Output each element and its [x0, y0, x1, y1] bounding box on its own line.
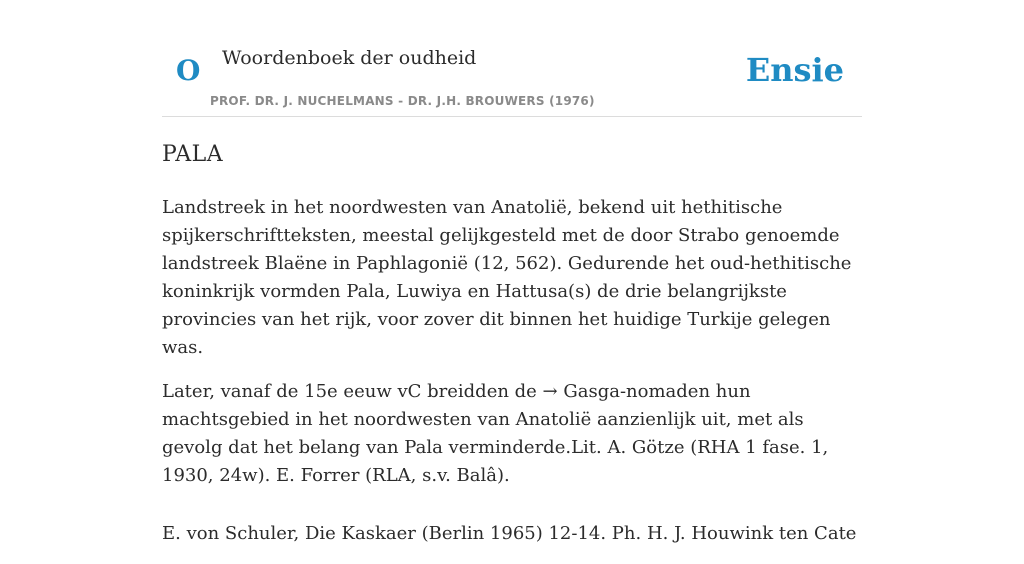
entry-literature: E. von Schuler, Die Kaskaer (Berlin 1965) 12-14. Ph. H. J. Houwink ten Cate [162, 523, 857, 544]
book-header [162, 36, 862, 117]
book-authors: PROF. DR. J. NUCHELMANS - DR. J.H. BROUWERS (1976) [210, 94, 595, 108]
ensie-logo-link[interactable]: Ensie [745, 51, 844, 89]
entry-paragraph-2: Later, vanaf de 15e eeuw vC breidden de → Gasga-nomaden hun machtsgebied in het noordwesten van Anatolië aanzienlijk uit, met als gevolg dat het belang van Pala verminderde.Lit. A. Götze (RHA 1 fase. 1, 1930, 24w). E. Forrer (RLA, s.v. Balâ). [162, 381, 829, 486]
entry-paragraph-1: Landstreek in het noordwesten van Anatolië, bekend uit hethitische spijkerschriftteksten, meestal gelijkgesteld met de door Strabo genoemde landstreek Blaëne in Paphlagonië (12, 562). Gedurende het oud-hethitische koninkrijk vormden Pala, Luwiya en Hattusa(s) de drie belangrijkste provincies van het rijk, voor zover dit binnen het huidige Turkije gelegen was. [162, 197, 852, 358]
entry-title: PALA [162, 142, 224, 167]
book-letter-icon: O [176, 54, 201, 87]
entry-content [162, 138, 864, 564]
book-title-link[interactable]: Woordenboek der oudheid [222, 47, 477, 69]
